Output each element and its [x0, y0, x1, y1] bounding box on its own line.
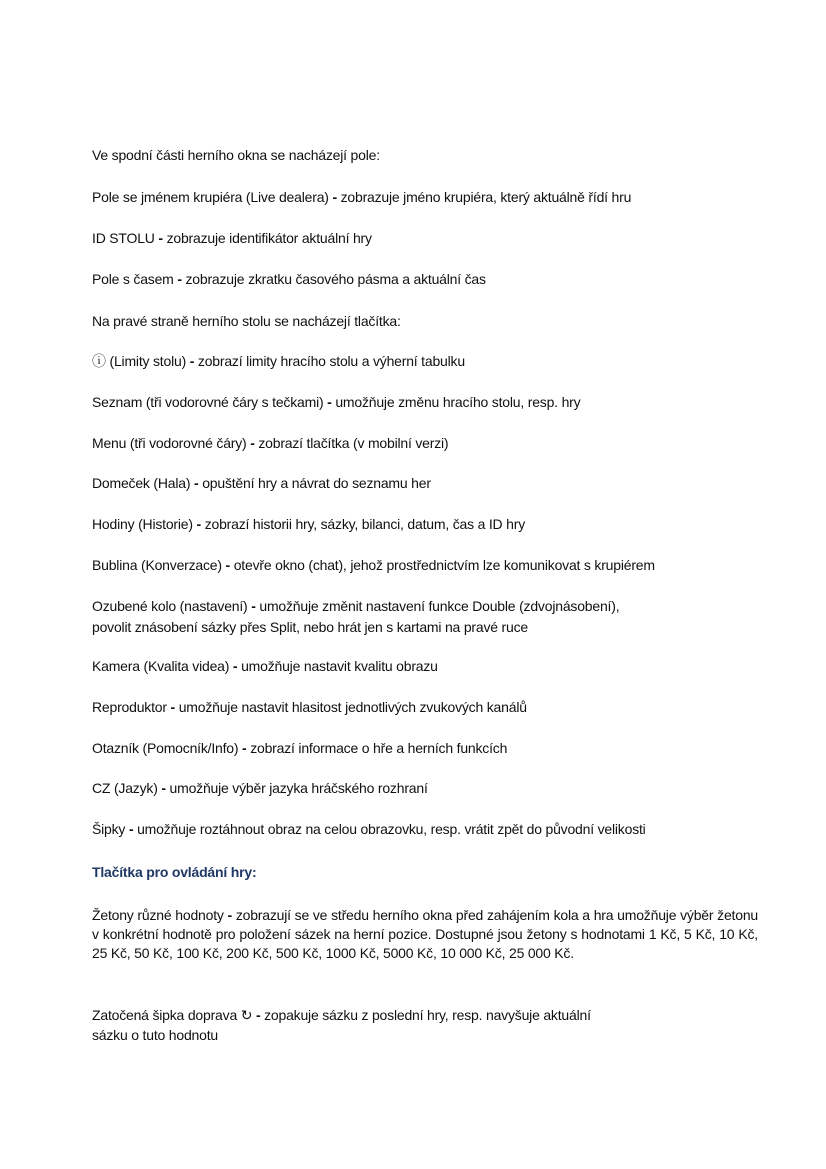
term: Šipky [92, 821, 126, 837]
controls-heading: Tlačítka pro ovládání hry: [92, 864, 257, 880]
dash: - [246, 435, 259, 451]
term: Reproduktor [92, 699, 167, 715]
term: Menu (tři vodorovné čáry) [92, 435, 247, 451]
rebet-icon-term: Zatočená šipka doprava ↻ [92, 1007, 253, 1023]
desc: opuštění hry a návrat do seznamu her [202, 475, 431, 491]
info-icon-term: ⓘ (Limity stolu) [92, 353, 187, 369]
buttons-intro: Na pravé straně herního stolu se nacházejí tlačítka: [92, 313, 401, 329]
dash: - [223, 907, 236, 923]
desc: umožňuje změnu hracího stolu, resp. hry [335, 394, 581, 410]
button-settings-cont: povolit znásobení sázky přes Split, nebo hrát jen s kartami na pravé ruce [92, 619, 528, 635]
term: Hodiny (Historie) [92, 516, 193, 532]
desc: zobrazuje identifikátor aktuální hry [166, 230, 372, 246]
desc: umožňuje nastavit kvalitu obrazu [241, 658, 438, 674]
dash: - [154, 230, 167, 246]
desc: zobrazí historii hry, sázky, bilanci, datum, čas a ID hry [204, 516, 526, 532]
control-chips [92, 906, 758, 963]
desc: umožňuje změnit nastavení funkce Double (zdvojnásobení), [259, 598, 620, 614]
dash: - [157, 780, 170, 796]
desc: umožňuje výběr jazyka hráčského rozhraní [169, 780, 428, 796]
dash: - [186, 353, 198, 369]
dash: - [229, 658, 242, 674]
control-rebet [92, 1006, 591, 1024]
term: Ozubené kolo (nastavení) [92, 598, 248, 614]
term: Domeček (Hala) [92, 475, 191, 491]
button-language [92, 779, 428, 797]
button-home [92, 474, 431, 492]
term: Bublina (Konverzace) [92, 557, 222, 573]
button-history [92, 515, 525, 533]
term: CZ (Jazyk) [92, 780, 158, 796]
button-speaker [92, 698, 527, 716]
dash: - [328, 189, 341, 205]
term: Otazník (Pomocník/Info) [92, 740, 239, 756]
dash: - [190, 475, 203, 491]
desc: zobrazuje zkratku časového pásma a aktuální čas [185, 271, 486, 287]
desc: umožňuje roztáhnout obraz na celou obrazovku, resp. vrátit zpět do původní velikosti [137, 821, 646, 837]
dash: - [173, 271, 186, 287]
dash: - [166, 699, 179, 715]
button-camera [92, 657, 438, 675]
button-fullscreen [92, 820, 646, 838]
term: Pole se jménem krupiéra (Live dealera) [92, 189, 329, 205]
button-chat [92, 556, 655, 574]
dash: - [192, 516, 205, 532]
control-rebet-cont: sázku o tuto hodnotu [92, 1027, 218, 1043]
dash: - [221, 557, 234, 573]
desc: zobrazí tlačítka (v mobilní verzi) [258, 435, 449, 451]
dash: - [125, 821, 138, 837]
term: Seznam (tři vodorovné čáry s tečkami) [92, 394, 324, 410]
button-menu [92, 434, 448, 452]
dash: - [238, 740, 251, 756]
term: Kamera (Kvalita videa) [92, 658, 230, 674]
desc: zobrazí limity hracího stolu a výherní tabulku [197, 353, 465, 369]
button-limits [92, 352, 465, 370]
dash: - [247, 598, 260, 614]
intro-text: Ve spodní části herního okna se nacházejí pole: [92, 147, 380, 163]
desc: zobrazuje jméno krupiéra, který aktuálně řídí hru [340, 189, 632, 205]
field-table-id [92, 229, 372, 247]
button-help [92, 739, 507, 757]
dash: - [323, 394, 336, 410]
desc: zopakuje sázku z poslední hry, resp. navyšuje aktuální [264, 1007, 591, 1023]
desc: otevře okno (chat), jehož prostřednictvím lze komunikovat s krupiérem [233, 557, 655, 573]
term: ID STOLU [92, 230, 155, 246]
term: Pole s časem [92, 271, 174, 287]
dash: - [252, 1007, 265, 1023]
field-time [92, 270, 486, 288]
desc: zobrazují se ve středu herního okna před zahájením kola a hra umožňuje výběr žetonu v konkrétní hodnotě pro položení sázek na herní pozice. Dostupné jsou žetony s hodnotami 1 Kč, 5 Kč, 10 Kč, 25 Kč, 50 Kč, 100 Kč, 200 Kč, 500 Kč, 1000 Kč, 5000 Kč, 10 000 Kč, 25 000 Kč. [92, 907, 759, 961]
desc: umožňuje nastavit hlasitost jednotlivých zvukových kanálů [178, 699, 527, 715]
desc: zobrazí informace o hře a herních funkcích [250, 740, 508, 756]
field-dealer [92, 188, 631, 206]
button-list [92, 393, 580, 411]
button-settings [92, 597, 619, 615]
term: Žetony různé hodnoty [92, 907, 224, 923]
